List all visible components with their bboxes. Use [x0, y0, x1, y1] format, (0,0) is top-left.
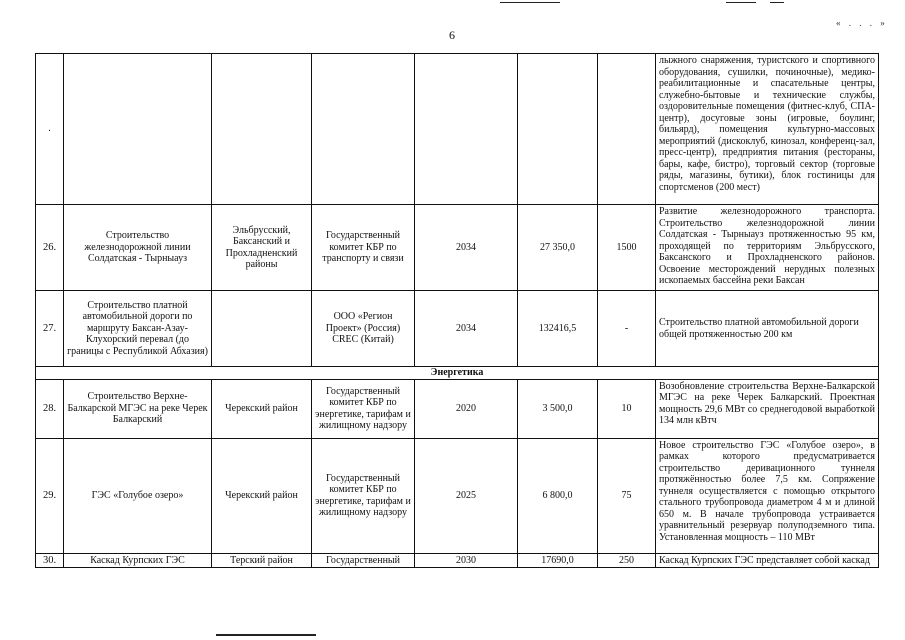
scan-line-top-3 — [770, 2, 784, 3]
project-name: Каскад Курпских ГЭС — [64, 553, 212, 568]
project-executor: ООО «Регион Проект» (Россия) CREC (Китай) — [312, 291, 415, 367]
page-number: 6 — [449, 28, 455, 42]
corner-mark: « . . . » — [836, 18, 888, 28]
project-cost: 132416,5 — [518, 291, 598, 367]
project-jobs: 75 — [598, 438, 656, 553]
project-jobs: 1500 — [598, 205, 656, 291]
project-jobs — [598, 54, 656, 205]
project-executor: Государственный комитет КБР по транспорту и связи — [312, 205, 415, 291]
project-cost: 6 800,0 — [518, 438, 598, 553]
row-number: 26. — [36, 205, 64, 291]
row-number: 30. — [36, 553, 64, 568]
project-name — [64, 54, 212, 205]
row-number: 29. — [36, 438, 64, 553]
project-year: 2034 — [415, 205, 518, 291]
project-location: Терский район — [212, 553, 312, 568]
row-number: . — [36, 54, 64, 205]
project-location — [212, 54, 312, 205]
project-jobs: 10 — [598, 379, 656, 438]
project-description: Новое строительство ГЭС «Голубое озеро», в рамках которого предусматривается строительство деривационного туннеля протяжённостью более 7,5 км. Сопряжение туннеля осуществляется с помощью открытого стального трубопровода диаметром 4 м и длиной 650 м. В начале трубопровода устраивается уравнительный резервуар полуподземного типа. Установленная мощность – 110 МВт — [656, 438, 879, 553]
project-cost: 27 350,0 — [518, 205, 598, 291]
project-description: Возобновление строительства Верхне-Балкарской МГЭС на реке Черек Балкарский. Проектная мощность 29,6 МВт со среднегодовой выработкой 134 млн кВтч — [656, 379, 879, 438]
project-jobs: 250 — [598, 553, 656, 568]
table-row — [36, 205, 879, 291]
section-row — [36, 367, 879, 380]
project-executor: Государственный комитет КБР по энергетике, тарифам и жилищному надзору — [312, 438, 415, 553]
row-number: 27. — [36, 291, 64, 367]
project-cost: 3 500,0 — [518, 379, 598, 438]
project-location: Черекский район — [212, 438, 312, 553]
project-year — [415, 54, 518, 205]
project-location: Черекский район — [212, 379, 312, 438]
project-name: Строительство платной автомобильной дороги по маршруту Баксан-Азау-Клухорский перевал (до границы с Республикой Абхазия) — [64, 291, 212, 367]
project-description: Развитие железнодорожного транспорта. Строительство железнодорожной линии Солдатская - Тырныауз протяженностью 95 км, проходящей по территориям Эльбрусского, Баксанского и Прохладненского районов. Освоение месторождений нерудных полезных ископаемых бассейна реки Баксан — [656, 205, 879, 291]
table-row — [36, 379, 879, 438]
row-number: 28. — [36, 379, 64, 438]
project-jobs: - — [598, 291, 656, 367]
project-name: Строительство Верхне-Балкарской МГЭС на реке Черек Балкарский — [64, 379, 212, 438]
project-description: Строительство платной автомобильной дороги общей протяженностью 200 км — [656, 291, 879, 367]
table-row — [36, 438, 879, 553]
project-year: 2030 — [415, 553, 518, 568]
table-row — [36, 54, 879, 205]
project-name: Строительство железнодорожной линии Солдатская - Тырныауз — [64, 205, 212, 291]
project-cost: 17690,0 — [518, 553, 598, 568]
projects-table — [35, 53, 879, 568]
scan-line-bottom — [216, 634, 316, 636]
section-title-energy: Энергетика — [36, 367, 879, 380]
scan-line-top-1 — [500, 2, 560, 3]
project-location — [212, 291, 312, 367]
project-description: Каскад Курпских ГЭС представляет собой каскад — [656, 553, 879, 568]
project-location: Эльбрусский, Баксанский и Прохладненский районы — [212, 205, 312, 291]
project-cost — [518, 54, 598, 205]
project-name: ГЭС «Голубое озеро» — [64, 438, 212, 553]
project-year: 2025 — [415, 438, 518, 553]
project-executor: Государственный комитет КБР по энергетике, тарифам и жилищному надзору — [312, 379, 415, 438]
project-year: 2020 — [415, 379, 518, 438]
table-row — [36, 553, 879, 568]
project-executor: Государственный — [312, 553, 415, 568]
project-year: 2034 — [415, 291, 518, 367]
table-row — [36, 291, 879, 367]
scan-line-top-2 — [726, 2, 756, 3]
project-description: лыжного снаряжения, туристского и спортивного оборудования, сушилки, починочные), медико-реабилитационные и спасательные центры, служебно-бытовые и технические службы, оздоровительные помещения (фитнес-клуб, СПА-центр), досуговые зоны (игровые, боулинг, бильярд), помещения культурно-массовых мероприятий (дискоклуб, кинозал, конференц-зал, пресс-центр), предприятия питания (рестораны, бары, кафе, бистро), торговый сектор (торговые ряды, магазины, бутики), блок гостиницы для спортсменов (200 мест) — [656, 54, 879, 205]
project-executor — [312, 54, 415, 205]
